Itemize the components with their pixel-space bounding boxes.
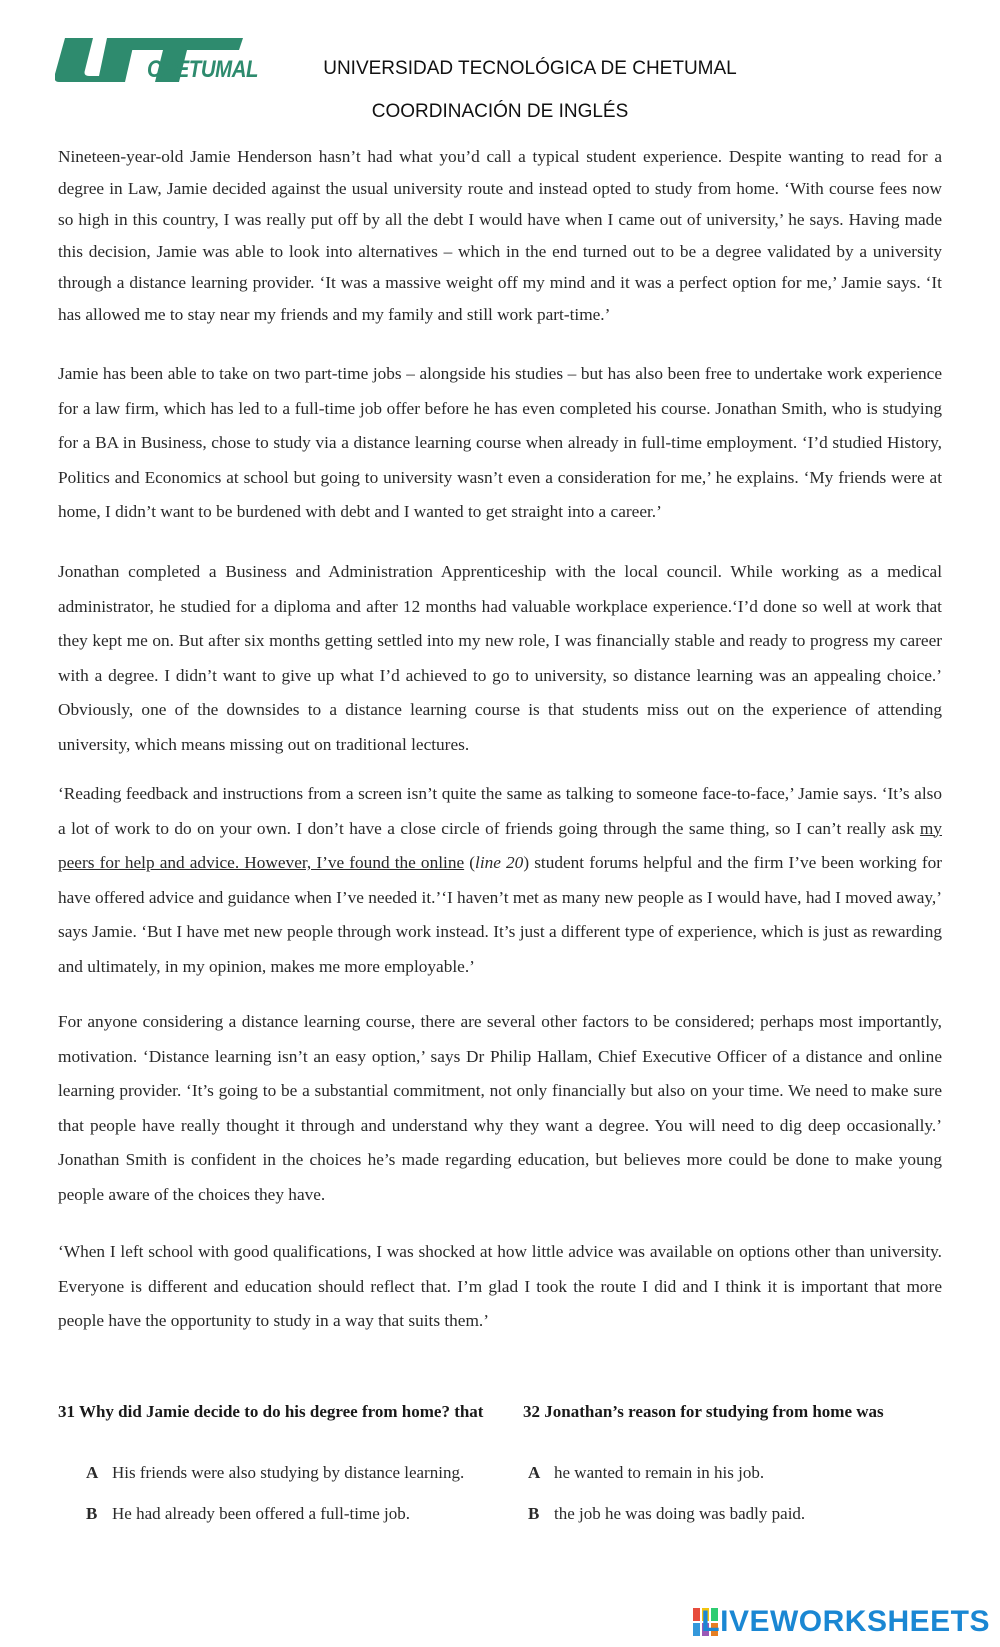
paragraph-5: For anyone considering a distance learning course, there are several other factors to be considered; perhaps most importantly, motivation. ‘Distance learning isn’t an easy option,’ says Dr Philip Hallam, Chief Executive Officer of a distance and online learning provider. ‘It’s going to be a substantial commitment, not only financially but also on your time. We need to make sure that people have really thought it through and understand why they want a degree. You will need to dig deep occasionally.’ Jonathan Smith is confident in the choices he’s made regarding education, but believes more could be done to make young people aware of the choices they have. xyxy=(58,1012,942,1204)
line-reference: line 20 xyxy=(475,853,524,872)
q32-option-a[interactable] xyxy=(528,1462,764,1483)
option-text: His friends were also studying by distance learning. xyxy=(112,1463,465,1482)
liveworksheets-brand[interactable]: LIVEWORKSHEETS xyxy=(701,1605,990,1638)
q32-option-b[interactable] xyxy=(528,1503,805,1524)
paragraph-3: Jonathan completed a Business and Administration Apprenticeship with the local council. While working as a medical administrator, he studied for a diploma and after 12 months had valuable workplace experience.‘I’d done so well at work that they kept me on. But after six months getting settled into my new role, I was financially stable and ready to progress my career with a degree. I didn’t want to give up what I’d achieved to go to university, so distance learning was an appealing choice.’ Obviously, one of the downsides to a distance learning course is that students miss out on the experience of attending university, which means missing out on traditional lectures. xyxy=(58,562,942,754)
q31-option-b[interactable] xyxy=(86,1503,410,1524)
option-text: he wanted to remain in his job. xyxy=(554,1463,765,1482)
question-32: 32 Jonathan’s reason for studying from home was xyxy=(523,1402,884,1421)
option-text: He had already been offered a full-time job. xyxy=(112,1504,410,1523)
paragraph-4-part-b: ( xyxy=(464,853,476,872)
option-text: the job he was doing was badly paid. xyxy=(554,1504,806,1523)
paragraph-2: Jamie has been able to take on two part-time jobs – alongside his studies – but has also been free to undertake work experience for a law firm, which has led to a full-time job offer before he has even completed his course. Jonathan Smith, who is studying for a BA in Business, chose to study via a distance learning course when already in full-time employment. ‘I’d studied History, Politics and Economics at school but going to university wasn’t even a consideration for me,’ he explains. ‘My friends were at home, I didn’t want to be burdened with debt and I wanted to get straight into a career.’ xyxy=(58,364,942,521)
option-letter: B xyxy=(86,1504,98,1523)
option-letter: A xyxy=(86,1463,99,1482)
q31-option-a[interactable] xyxy=(86,1462,464,1483)
option-letter: B xyxy=(528,1504,540,1523)
paragraph-6: ‘When I left school with good qualifications, I was shocked at how little advice was available on options other than university. Everyone is different and education should reflect that. I’m glad I took the route I did and I think it is important that more people have the opportunity to study in a way that suits them.’ xyxy=(58,1242,942,1330)
question-31: 31 Why did Jamie decide to do his degree from home? that xyxy=(58,1402,484,1421)
paragraph-1: Nineteen-year-old Jamie Henderson hasn’t had what you’d call a typical student experience. Despite wanting to read for a degree in Law, Jamie decided against the usual university route and instead opted to study from home. ‘With course fees now so high in this country, I was really put off by all the debt I would have when I came out of university,’ he says. Having made this decision, Jamie was able to look into alternatives – which in the end turned out to be a degree validated by a university through a distance learning provider. ‘It was a massive weight off my mind and it was a perfect option for me,’ Jamie says. ‘It has allowed me to stay near my friends and my family and still work part-time.’ xyxy=(58,147,942,324)
paragraph-4-part-a: ‘Reading feedback and instructions from a screen isn’t quite the same as talking to someone face-to-face,’ Jamie says. ‘It’s also a lot of work to do on your own. I don’t have a close circle of friends going through the same thing, so I can’t really ask xyxy=(58,784,942,838)
university-title: UNIVERSIDAD TECNOLÓGICA DE CHETUMAL xyxy=(323,58,737,79)
paragraph-4-part-c: ) student forums helpful and the firm I’ve been working for have offered advice and guidance when I’ve needed it.’‘I haven’t met as many new people as I would have, had I moved away,’ says Jamie. ‘But I have met new people through work instead. It’s just a different type of experience, which is just as rewarding and ultimately, in my opinion, makes me more employable.’ xyxy=(58,853,943,976)
logo-text: CHETUMAL xyxy=(147,56,259,83)
coordination-title: COORDINACIÓN DE INGLÉS xyxy=(371,101,629,122)
underlined-phrase: my peers for help and advice. However, I’ve found the online xyxy=(58,818,942,872)
paragraph-4 xyxy=(58,777,942,984)
option-letter: A xyxy=(528,1463,541,1482)
